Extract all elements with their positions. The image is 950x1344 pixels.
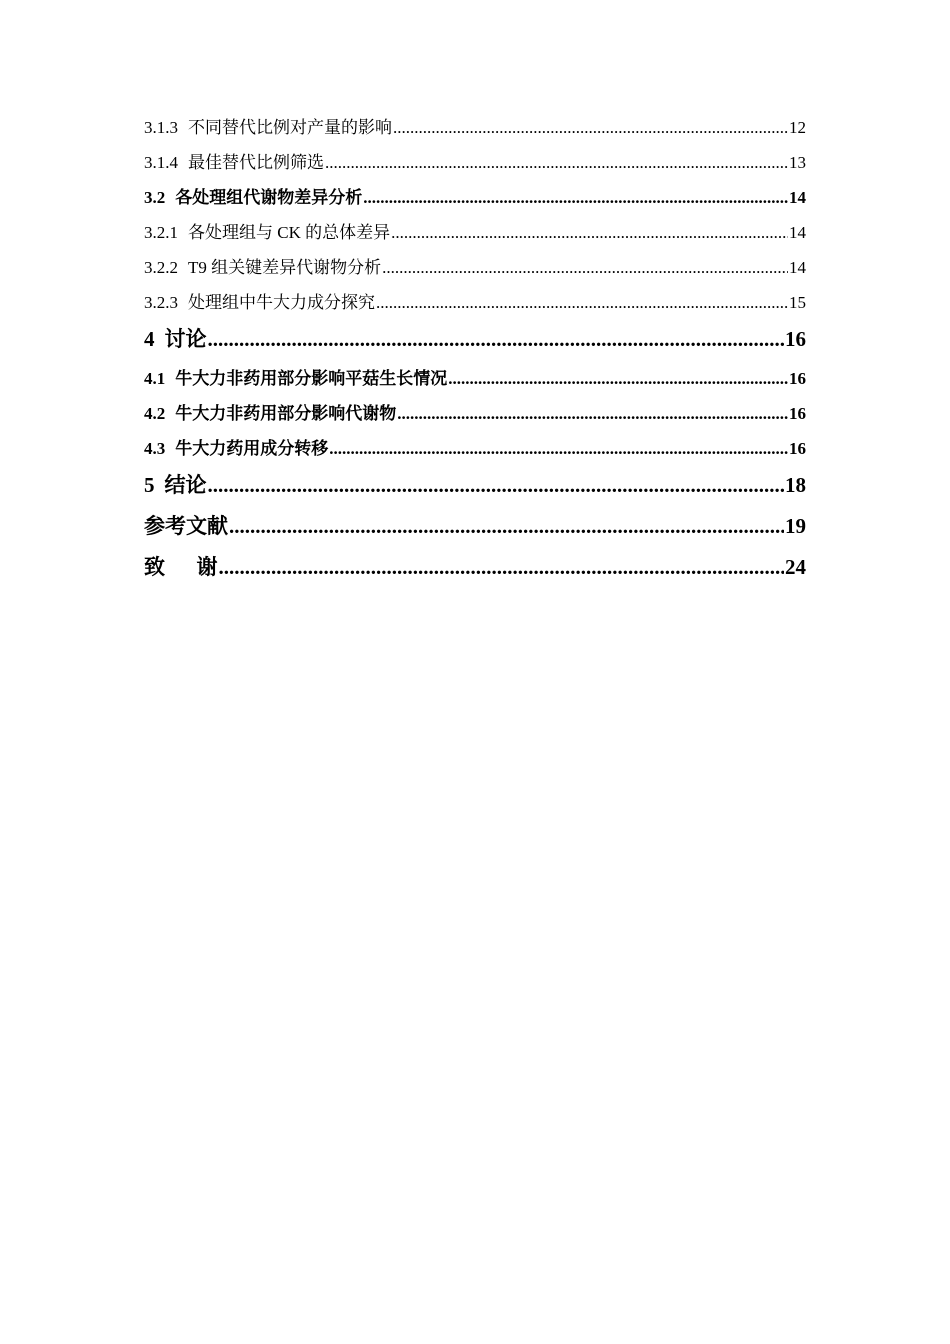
- toc-entry-number: 4.1: [144, 369, 166, 388]
- toc-entry-page: 24: [785, 555, 806, 579]
- toc-entry-3-2-1[interactable]: [144, 218, 806, 253]
- toc-entry-page: 13: [789, 153, 806, 172]
- toc-entry-page: 18: [785, 473, 806, 497]
- toc-entry-title: 处理组中牛大力成分探究: [188, 293, 375, 312]
- dot-leader: [229, 514, 784, 539]
- dot-leader: [382, 258, 788, 278]
- toc-entry-number: 3.2.1: [144, 223, 178, 242]
- toc-entry-page: 12: [789, 118, 806, 137]
- toc-entry-page: 16: [789, 404, 806, 423]
- dot-leader: [376, 293, 788, 313]
- dot-leader: [329, 439, 788, 459]
- dot-leader: [448, 369, 788, 389]
- toc-entry-title: 各处理组与 CK 的总体差异: [188, 223, 391, 242]
- toc-entry-4-2[interactable]: [144, 399, 806, 434]
- toc-entry-page: 14: [789, 258, 806, 277]
- toc-entry-3-2-2[interactable]: [144, 253, 806, 288]
- toc-entry-title: 牛大力非药用部分影响代谢物: [175, 404, 397, 423]
- toc-entry-3-2-3[interactable]: [144, 288, 806, 323]
- dot-leader: [393, 118, 788, 138]
- toc-entry-4-1[interactable]: [144, 364, 806, 399]
- toc-entry-number: 3.2: [144, 188, 166, 207]
- toc-entry-title: 牛大力药用成分转移: [175, 439, 329, 458]
- toc-entry-title: 不同替代比例对产量的影响: [188, 118, 392, 137]
- dot-leader: [363, 188, 788, 208]
- toc-entry-3-1-3[interactable]: [144, 113, 806, 148]
- toc-entry-number: 5: [144, 473, 155, 497]
- toc-entry-number: 3.2.3: [144, 293, 178, 312]
- toc-entry-3-1-4[interactable]: [144, 148, 806, 183]
- toc-entry-references[interactable]: [144, 510, 806, 551]
- toc-entry-page: 19: [785, 514, 806, 538]
- toc-entry-title: 最佳替代比例筛选: [188, 153, 324, 172]
- toc-entry-number: 3.1.3: [144, 118, 178, 137]
- dot-leader: [397, 404, 788, 424]
- toc-entry-number: 4.3: [144, 439, 166, 458]
- dot-leader: [208, 473, 785, 498]
- toc-entry-page: 14: [789, 223, 806, 242]
- table-of-contents: [144, 113, 806, 592]
- toc-entry-acknowledgements[interactable]: [144, 551, 806, 592]
- toc-entry-number: 4: [144, 327, 155, 351]
- toc-entry-4-3[interactable]: [144, 434, 806, 469]
- dot-leader: [219, 555, 785, 580]
- toc-entry-page: 14: [789, 188, 806, 207]
- toc-entry-title: 参考文献: [144, 514, 228, 538]
- toc-entry-number: 3.1.4: [144, 153, 178, 172]
- toc-entry-5[interactable]: [144, 469, 806, 510]
- toc-entry-page: 16: [785, 327, 806, 351]
- toc-entry-title: 讨论: [164, 327, 207, 351]
- toc-entry-number: 3.2.2: [144, 258, 178, 277]
- toc-entry-title: 各处理组代谢物差异分析: [175, 188, 363, 207]
- toc-entry-page: 16: [789, 369, 806, 388]
- toc-entry-title: 牛大力非药用部分影响平菇生长情况: [175, 369, 448, 388]
- toc-entry-page: 15: [789, 293, 806, 312]
- dot-leader: [208, 327, 785, 352]
- toc-entry-number: 4.2: [144, 404, 166, 423]
- dot-leader: [391, 223, 788, 243]
- toc-entry-page: 16: [789, 439, 806, 458]
- dot-leader: [325, 153, 788, 173]
- toc-entry-4[interactable]: [144, 323, 806, 364]
- toc-entry-title: 结论: [164, 473, 207, 497]
- toc-entry-title: 致 谢: [144, 555, 218, 579]
- toc-entry-title: T9 组关键差异代谢物分析: [188, 258, 382, 277]
- toc-entry-3-2[interactable]: [144, 183, 806, 218]
